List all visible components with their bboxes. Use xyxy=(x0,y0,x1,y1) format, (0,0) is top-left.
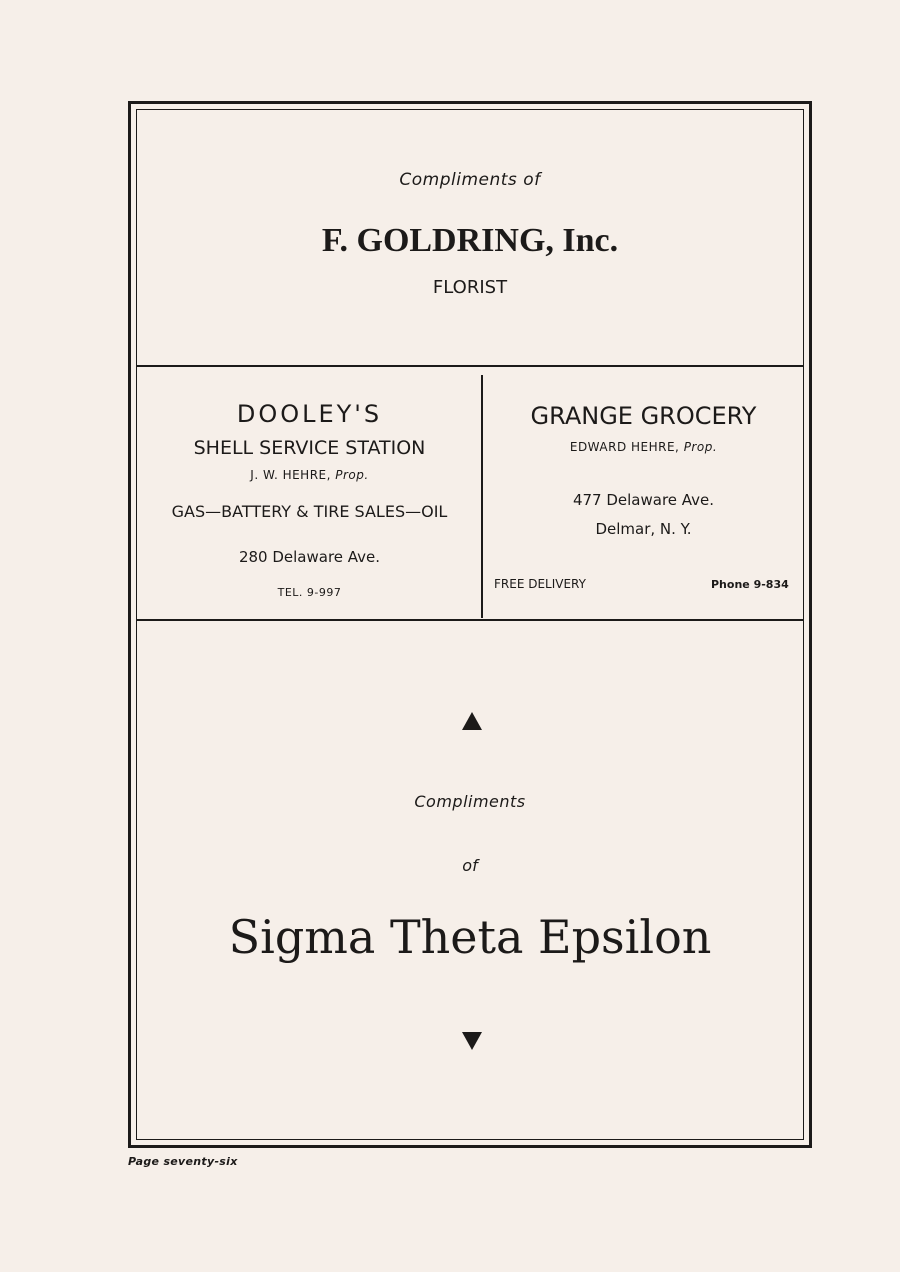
goldring-trade: FLORIST xyxy=(432,277,508,298)
dooley-sales: GAS—BATTERY & TIRE SALES—OIL xyxy=(171,502,448,521)
divider-bottom xyxy=(136,619,804,621)
grange-proprietor-title: Prop. xyxy=(683,440,718,454)
triangle-up-icon xyxy=(462,712,482,730)
dooley-telephone: TEL. 9-997 xyxy=(277,586,342,599)
dooley-proprietor-title: Prop. xyxy=(335,468,369,482)
triangle-down-icon xyxy=(462,1032,482,1050)
page-number: Page seventy-six xyxy=(128,1155,238,1168)
goldring-name: F. GOLDRING, Inc. xyxy=(321,222,619,259)
divider-top xyxy=(136,365,804,367)
sigma-compliments: Compliments xyxy=(414,792,526,811)
grange-proprietor: EDWARD HEHRE, xyxy=(569,440,680,454)
dooley-name: DOOLEY'S xyxy=(236,400,383,428)
page-border-inner xyxy=(136,109,804,1140)
grange-phone: Phone 9-834 xyxy=(711,578,789,591)
dooley-proprietor-line xyxy=(138,468,481,482)
sigma-name: Sigma Theta Epsilon xyxy=(228,910,712,964)
dooley-proprietor: J. W. HEHRE, xyxy=(250,468,331,482)
grange-name: GRANGE GROCERY xyxy=(530,402,757,430)
grange-address-line1: 477 Delaware Ave. xyxy=(572,491,715,509)
sigma-of: of xyxy=(462,856,478,875)
grange-delivery: FREE DELIVERY xyxy=(494,577,586,591)
grange-proprietor-line xyxy=(483,440,804,454)
goldring-compliments: Compliments of xyxy=(399,170,541,190)
dooley-address: 280 Delaware Ave. xyxy=(238,548,381,566)
dooley-subtitle: SHELL SERVICE STATION xyxy=(193,437,426,459)
grange-address-line2: Delmar, N. Y. xyxy=(595,520,692,538)
